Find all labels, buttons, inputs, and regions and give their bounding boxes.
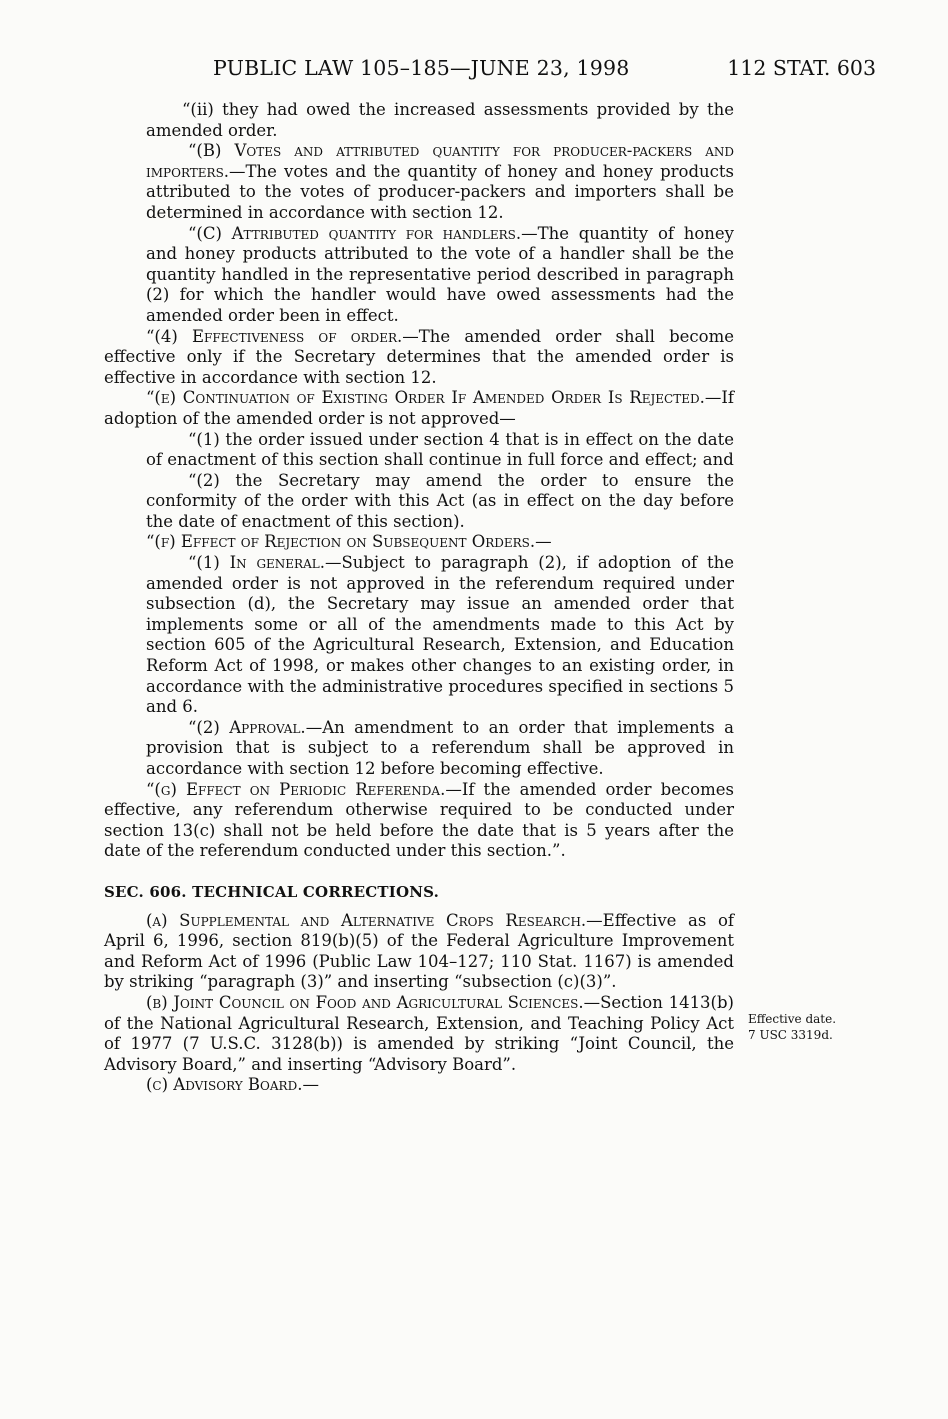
page-header xyxy=(213,56,876,88)
margin-note-usc-citation: 7 USC 3319d. xyxy=(748,1028,833,1042)
section-heading: SEC. 606. TECHNICAL CORRECTIONS. xyxy=(104,882,440,901)
sec606-b: (b) Joint Council on Food and Agricultural Sciences.—Section 1413(b) of the National Agricultural Research, Extension, and Teaching Policy Act of 1977 (7 U.S.C. 3128(b)) is amended by striking “Joint Council, the Advisory Board,” and inserting “Advisory Board”. xyxy=(104,992,734,1074)
margin-note xyxy=(748,1011,836,1043)
running-head-title: PUBLIC LAW 105–185—JUNE 23, 1998 xyxy=(213,56,630,80)
stat-page-number: 112 STAT. 603 xyxy=(727,56,876,80)
para-f-1: “(1) In general.—Subject to paragraph (2), if adoption of the amended order is not approved in the referendum required under subsection (d), the Secretary may issue an amended order that implements some or all of the amendments made to this Act by section 605 of the Agricultural Research, Extension, and Education Reform Act of 1998, or makes other changes to an existing order, in accordance with the administrative procedures specified in sections 5 and 6. xyxy=(146,553,734,717)
para-f-2: “(2) Approval.—An amendment to an order that implements a provision that is subject to a referendum shall be approved in accordance with section 12 before becoming effective. xyxy=(146,717,734,778)
subsection-g: “(g) Effect on Periodic Referenda.—If the amended order becomes effective, any referendum otherwise required to be conducted under section 13(c) shall not be held before the date that is 5 years after the date of the referendum conducted under this section.”. xyxy=(104,779,734,861)
subsection-f: “(f) Effect of Rejection on Subsequent Orders.— xyxy=(146,532,552,552)
para-4: “(4) Effectiveness of order.—The amended order shall become effective only if the Secretary determines that the amended order is effective in accordance with section 12. xyxy=(104,326,734,387)
para-B: “(B) Votes and attributed quantity for producer-packers and importers.—The votes and the quantity of honey and honey products attributed to the votes of producer-packers and importers shall be determined in accordance with section 12. xyxy=(146,141,734,222)
sec606-c: (c) Advisory Board.— xyxy=(146,1075,319,1095)
para-C: “(C) Attributed quantity for handlers.—The quantity of honey and honey products attributed to the vote of a handler shall be the quantity handled in the representative period described in paragraph (2) for which the handler would have owed assessments had the amended order been in effect. xyxy=(146,223,734,325)
body-text xyxy=(104,100,734,1096)
para-ii: “(ii) they had owed the increased assessments provided by the amended order. xyxy=(146,100,734,140)
subsection-e: “(e) Continuation of Existing Order If Amended Order Is Rejected.—If adoption of the amended order is not approved— xyxy=(104,388,734,428)
para-e-1: “(1) the order issued under section 4 that is in effect on the date of enactment of this section shall continue in full force and effect; and xyxy=(146,429,734,470)
sec606-a: (a) Supplemental and Alternative Crops Research.—Effective as of April 6, 1996, section 819(b)(5) of the Federal Agriculture Improvement and Reform Act of 1996 (Public Law 104–127; 110 Stat. 1167) is amended by striking “paragraph (3)” and inserting “subsection (c)(3)”. xyxy=(104,910,734,992)
para-e-2: “(2) the Secretary may amend the order to ensure the conformity of the order with this Act (as in effect on the day before the date of enactment of this section). xyxy=(146,470,734,531)
margin-note-effective-date: Effective date. xyxy=(748,1012,837,1026)
